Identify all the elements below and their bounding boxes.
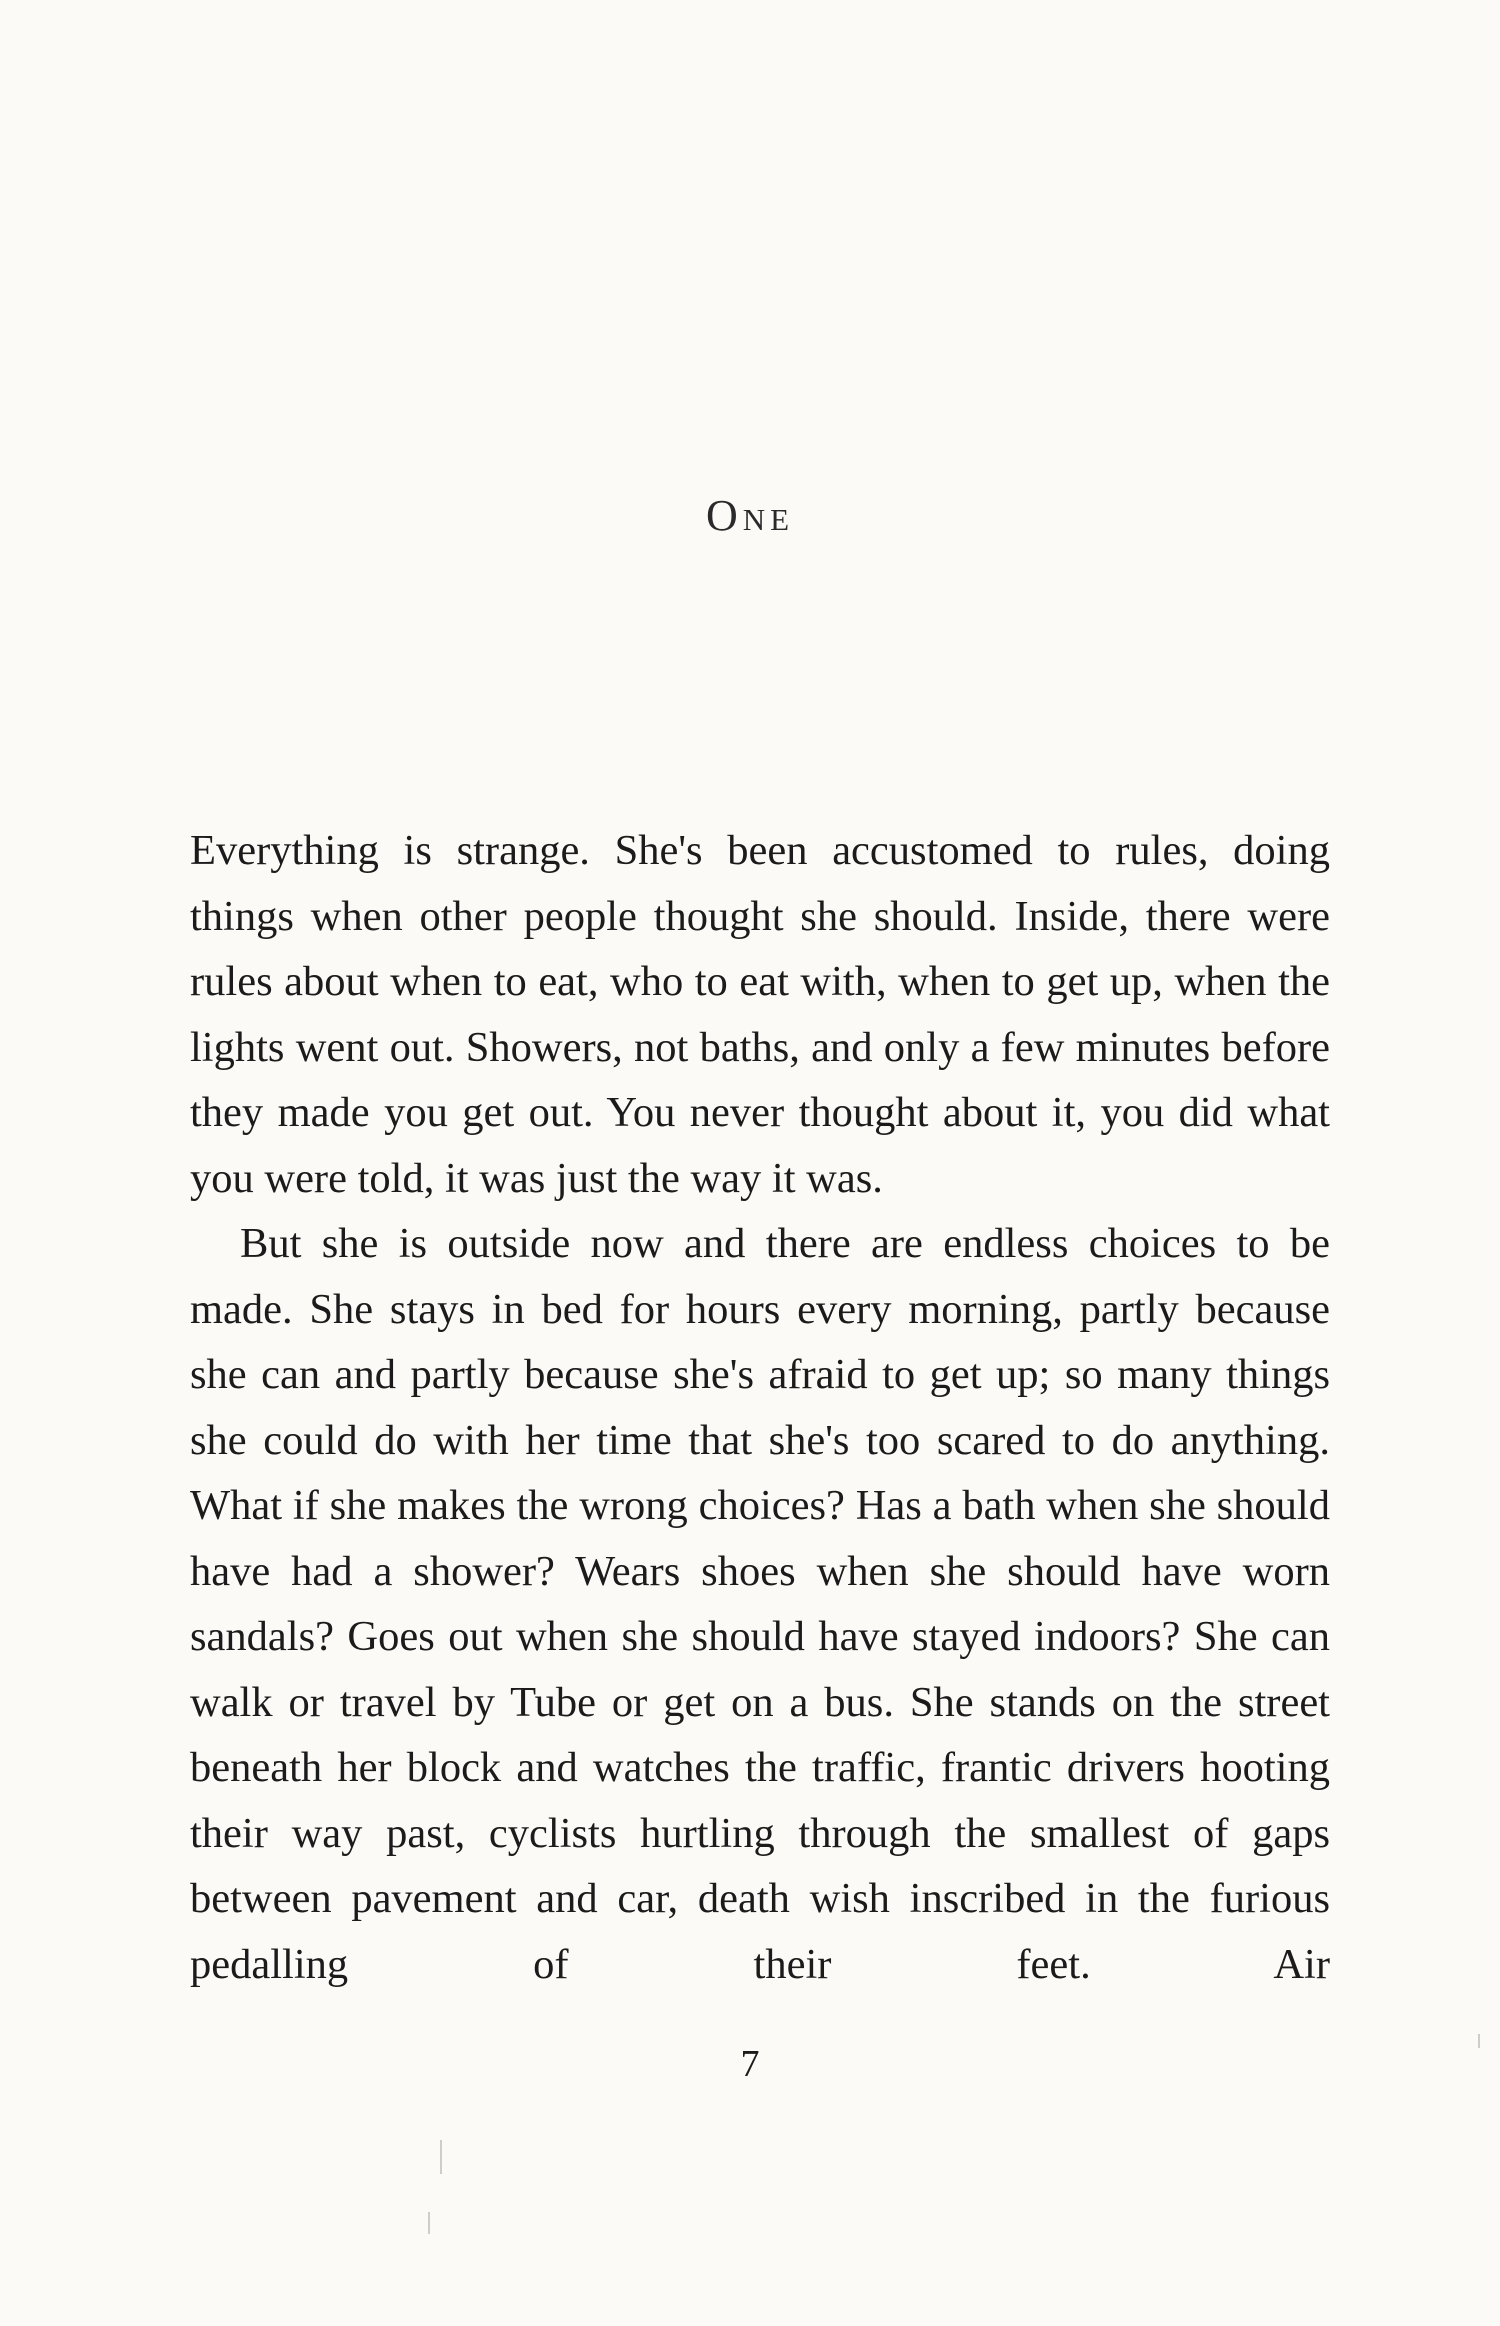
page-number: 7 xyxy=(740,2043,760,2085)
chapter-title: One xyxy=(705,491,795,540)
scan-speck xyxy=(1478,2034,1480,2048)
paragraph-1: Everything is strange. She's been accustomed to rules, doing things when other people thought she should. Inside, there were rules about when to eat, who to eat with, when to get up, when the lights went out. Showers, not baths, and only a few minutes before they made you get out. You never thought about it, you did what you were told, it was just the way it was. xyxy=(190,827,1330,1202)
body-text xyxy=(190,818,1330,1997)
scan-speck xyxy=(428,2212,430,2234)
scan-speck xyxy=(440,2140,442,2174)
paragraph-2: But she is outside now and there are endless choices to be made. She stays in bed for hours every morning, partly because she can and partly because she's afraid to get up; so many things she could do with her time that she's too scared to do anything. What if she makes the wrong choices? Has a bath when she should have had a shower? Wears shoes when she should have worn sandals? Goes out when she should have stayed indoors? She can walk or travel by Tube or get on a bus. She stands on the street beneath her block and watches the traffic, frantic drivers hooting their way past, cyclists hurtling through the smallest of gaps between pavement and car, death wish inscribed in the furious pedalling of their feet. Air xyxy=(190,1220,1330,1988)
